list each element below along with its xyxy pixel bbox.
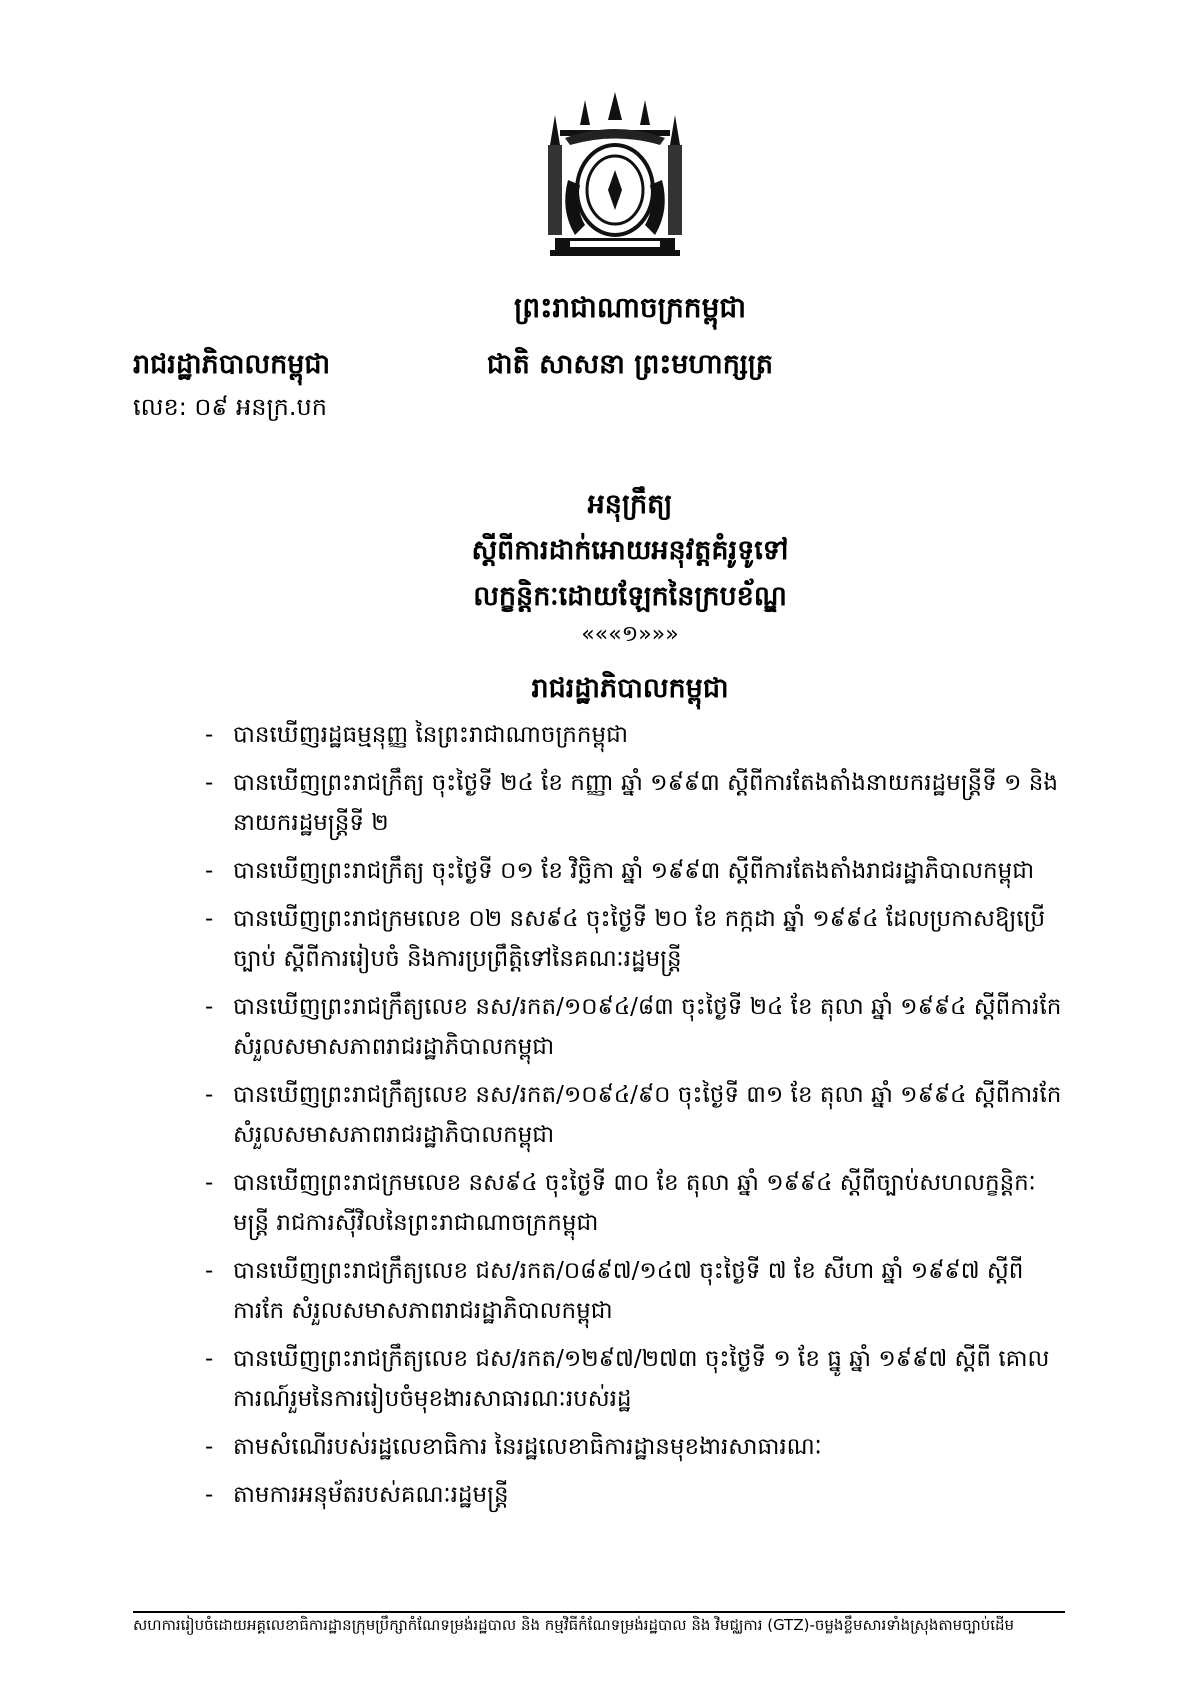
document-number: លេខ: ០៩ អនក្រ.បក	[133, 393, 327, 421]
royal-coat-of-arms-emblem	[540, 90, 690, 260]
consideration-item: - បានឃើញព្រះរាជក្រឹត្យលេខ នស/រកត/១០៩៤/៩០ ចុះថ្ងៃទី ៣១ ខែ តុលា ឆ្នាំ ១៩៩៤ ស្តីពីការកែ សំរួលសមាសភាពរាជរដ្ឋាភិបាលកម្ពុជា	[205, 1075, 1065, 1155]
consideration-item: - បានឃើញព្រះរាជក្រឹត្យលេខ នស/រកត/១០៩៤/៨៣ ចុះថ្ងៃទី ២៤ ខែ តុលា ឆ្នាំ ១៩៩៤ ស្តីពីការកែ សំរួលសមាសភាពរាជរដ្ឋាភិបាលកម្ពុជា	[205, 987, 1065, 1067]
consideration-item: - បានឃើញព្រះរាជក្រឹត្យលេខ ជស/រកត/០៨៩៧/១៤៧ ចុះថ្ងៃទី ៧ ខែ សីហា ឆ្នាំ ១៩៩៧ ស្តីពី ការកែ សំរួលសមាសភាពរាជរដ្ឋាភិបាលកម្ពុជា	[205, 1251, 1065, 1331]
consideration-item: - បានឃើញព្រះរាជក្រមលេខ នស៩៤ ចុះថ្ងៃទី ៣០ ខែ តុលា ឆ្នាំ ១៩៩៤ ស្តីពីច្បាប់សហលក្ខន្តិកៈមន្ត្រី រាជការស៊ីវិលនៃព្រះរាជាណាចក្រកម្ពុជា	[205, 1163, 1065, 1243]
consideration-item: - បានឃើញរដ្ឋធម្មនុញ្ញ នៃព្រះរាជាណាចក្រកម្ពុជា	[205, 715, 1065, 755]
decree-subject-line-2: លក្ខន្តិកៈដោយឡែកនៃក្របខ័ណ្ឌ	[473, 581, 787, 612]
decree-subject-line-1: ស្តីពីការដាក់អោយអនុវត្តគំរូទូទៅ	[471, 535, 789, 566]
issuing-authority: រាជរដ្ឋាភិបាលកម្ពុជា	[133, 349, 331, 380]
footer-note: សហការរៀបចំដោយអគ្គលេខាធិការដ្ឋានក្រុមប្រឹក្សាកំណែទម្រង់រដ្ឋបាល និង កម្មវិធីកំណែទម្រង់រដ្ឋបាល និង វិមជ្ឈការ (GTZ)-ចម្លងខ្លឹមសារទាំងស្រុងតាមច្បាប់ដើម	[133, 1616, 1015, 1634]
consideration-item: - បានឃើញព្រះរាជក្រឹត្យលេខ ជស/រកត/១២៩៧/២៧៣ ចុះថ្ងៃទី ១ ខែ ធ្នូ ឆ្នាំ ១៩៩៧ ស្តីពី គោល ការណ៍រួមនៃការរៀបចំមុខងារសាធារណៈរបស់រដ្ឋ	[205, 1339, 1065, 1419]
consideration-item: - បានឃើញព្រះរាជក្រឹត្យ ចុះថ្ងៃទី ០១ ខែ វិច្ឆិកា ឆ្នាំ ១៩៩៣ ស្តីពីការតែងតាំងរាជរដ្ឋាភិបាលកម្ពុជា	[205, 851, 1065, 891]
consideration-item: - បានឃើញព្រះរាជក្រឹត្យ ចុះថ្ងៃទី ២៤ ខែ កញ្ញា ឆ្នាំ ១៩៩៣ ស្តីពីការតែងតាំងនាយករដ្ឋមន្ត្រីទី ១ និង នាយករដ្ឋមន្ត្រីទី ២	[205, 763, 1065, 843]
title-ornament: «««១»»»	[581, 622, 679, 647]
consideration-item: - តាមការអនុម័តរបស់គណៈរដ្ឋមន្ត្រី	[205, 1475, 1065, 1515]
consideration-item: - បានឃើញព្រះរាជក្រមលេខ ០២ នស៩៤ ចុះថ្ងៃទី ២០ ខែ កក្កដា ឆ្នាំ ១៩៩៤ ដែលប្រកាសឱ្យប្រើច្បាប់ ស្តីពីការរៀបចំ និងការប្រព្រឹត្តិទៅនៃគណៈរដ្ឋមន្ត្រី	[205, 899, 1065, 979]
government-heading: រាជរដ្ឋាភិបាលកម្ពុជា	[531, 673, 729, 704]
footer-divider	[133, 1611, 1065, 1613]
considerations-list	[205, 715, 1065, 1523]
decree-type-title: អនុក្រឹត្យ	[587, 489, 673, 520]
consideration-item: - តាមសំណើរបស់រដ្ឋលេខាធិការ នៃរដ្ឋលេខាធិការដ្ឋានមុខងារសាធារណៈ	[205, 1427, 1065, 1467]
national-motto: ជាតិ សាសនា ព្រះមហាក្សត្រ	[486, 349, 774, 380]
kingdom-title: ព្រះរាជាណាចក្រកម្ពុជា	[513, 291, 746, 324]
